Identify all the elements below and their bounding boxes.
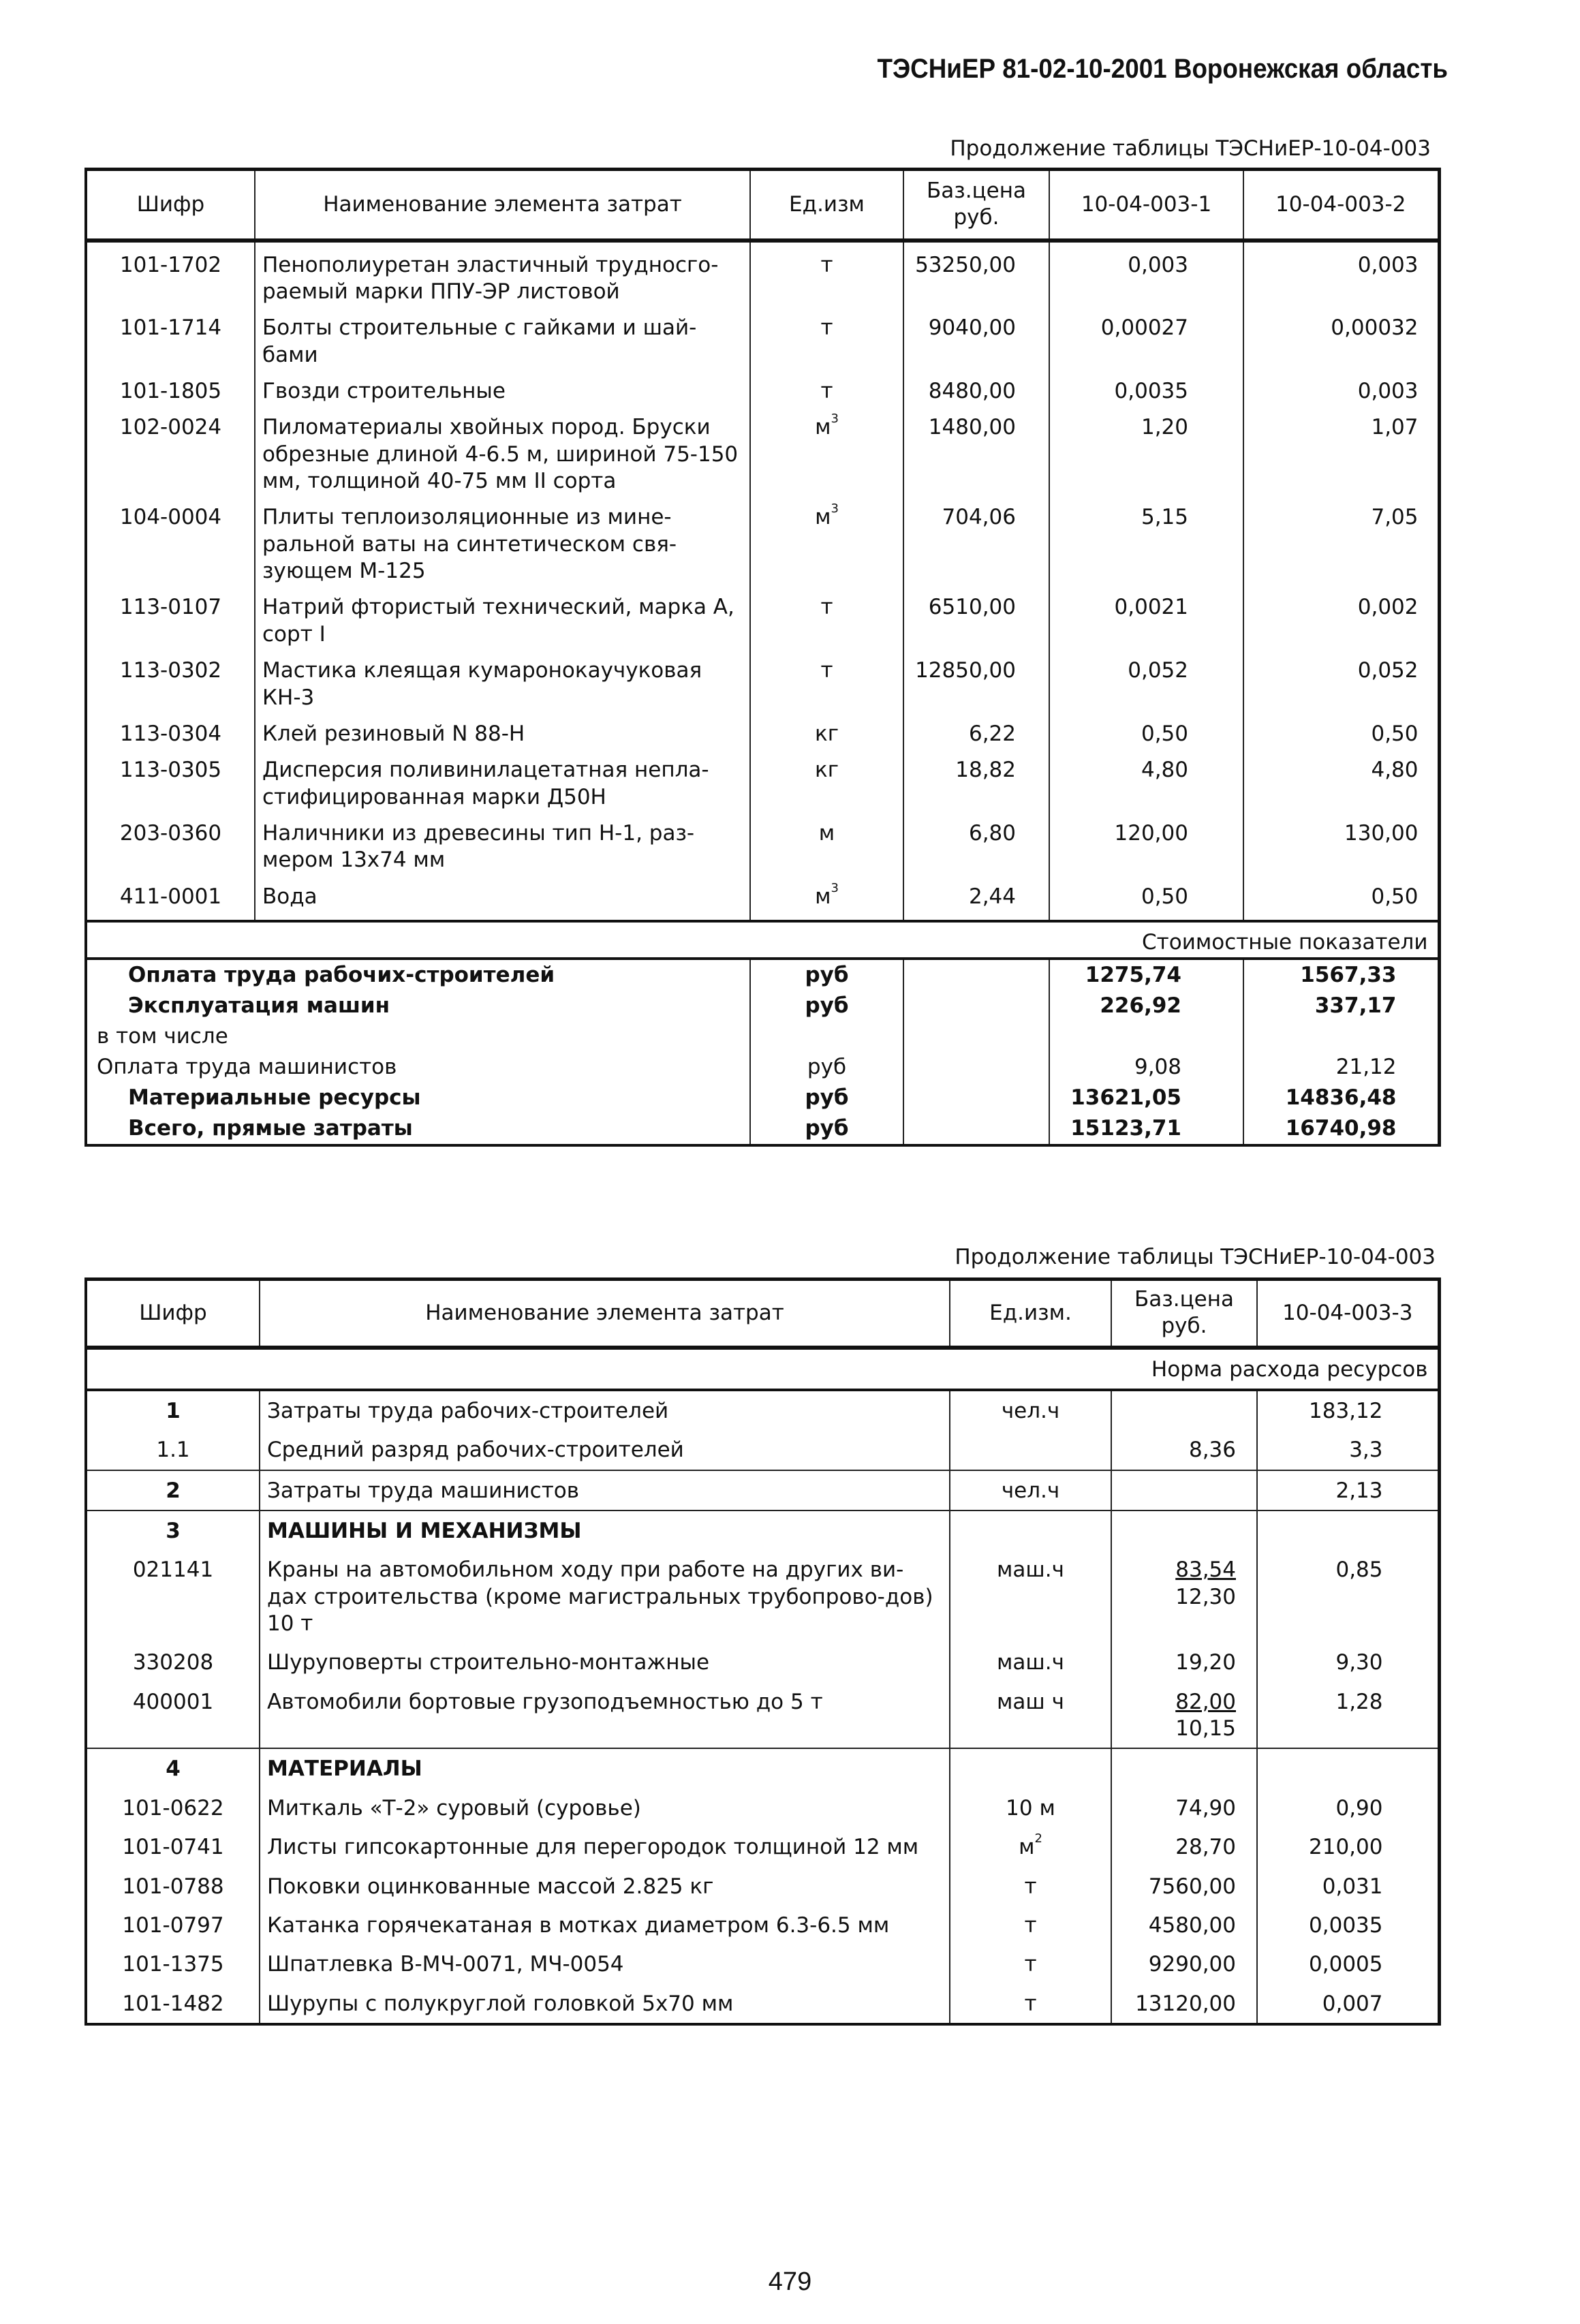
norm-value-3: 0,031: [1257, 1867, 1439, 1906]
cost-value-2: 16740,98: [1243, 1113, 1439, 1145]
base-price-value: 8,36: [1188, 1438, 1236, 1463]
unit-text: маш.ч: [997, 1650, 1064, 1675]
unit-text: т: [1024, 1912, 1037, 1938]
unit-cell: [950, 1470, 1111, 1510]
cost-section-label: Стоимостные показатели: [86, 921, 1439, 959]
resource-code: 113-0305: [86, 747, 255, 811]
resource-code: 113-0107: [86, 585, 255, 648]
col-header-base-price: [903, 170, 1049, 241]
norm-value-3: 9,30: [1257, 1643, 1439, 1682]
resource-name: Плиты теплоизоляционные из мине-ральной ваты на синтетическом свя-зующем М-125: [255, 495, 750, 585]
unit-cell: [750, 585, 903, 648]
table-row: [86, 747, 1439, 811]
document-header-title: ТЭСНиЕР 81-02-10-2001 Воронежская область: [877, 54, 1448, 84]
col-header-base-price: [1111, 1280, 1257, 1348]
resource-code: 330208: [86, 1643, 260, 1682]
cost-value-2: [1243, 1021, 1439, 1052]
resource-name: МАТЕРИАЛЫ: [260, 1748, 950, 1788]
cost-label: Материальные ресурсы: [86, 1083, 750, 1113]
cost-value-2: 21,12: [1243, 1052, 1439, 1083]
unit-cell: [750, 811, 903, 874]
unit-text: т: [820, 315, 833, 341]
table1-cost-body: [86, 921, 1439, 1145]
resource-name: Затраты труда рабочих-строителей: [260, 1390, 950, 1430]
norm-value-1: 0,003: [1049, 241, 1243, 306]
norm-value-2: 0,002: [1243, 585, 1439, 648]
unit-text: т: [820, 252, 833, 277]
cost-value-2: 14836,48: [1243, 1083, 1439, 1113]
resource-code: 101-0797: [86, 1906, 260, 1945]
cost-row: [86, 959, 1439, 991]
unit-exponent: 3: [831, 412, 839, 427]
unit-cell: [950, 1827, 1111, 1866]
norm-value-1: 4,80: [1049, 747, 1243, 811]
resource-name: Миткаль «Т-2» суровый (суровье): [260, 1788, 950, 1827]
cost-row: [86, 1083, 1439, 1113]
resource-name: Автомобили бортовые грузоподъемностью до 5 т: [260, 1682, 950, 1749]
base-price: [1111, 1390, 1257, 1430]
cost-value-1: 226,92: [1049, 991, 1243, 1021]
table-row: [86, 1430, 1439, 1470]
base-price: 6,22: [903, 711, 1049, 747]
resource-name: Катанка горячекатаная в мотках диаметром 6.3-6.5 мм: [260, 1906, 950, 1945]
base-price-value: 83,54: [1175, 1558, 1236, 1583]
table-row: [86, 1748, 1439, 1788]
table-row: [86, 1643, 1439, 1682]
norm-value-3: 1,28: [1257, 1682, 1439, 1749]
base-price-value: 82,00: [1175, 1689, 1236, 1714]
norm-value-2: 0,50: [1243, 711, 1439, 747]
norm-value-3: 3,3: [1257, 1430, 1439, 1470]
table1-header-row: [86, 170, 1439, 241]
cost-value-1: 9,08: [1049, 1052, 1243, 1083]
col-header-base-price-line1: Баз.цена: [926, 178, 1027, 203]
table-row: [86, 1550, 1439, 1643]
unit-cell: [750, 241, 903, 306]
table2-body: [86, 1348, 1439, 2024]
resource-name: Дисперсия поливинилацетатная непла-стифицированная марки Д50Н: [255, 747, 750, 811]
cost-label: Всего, прямые затраты: [86, 1113, 750, 1145]
cost-empty-cell: [903, 1113, 1049, 1145]
cost-value-1: 13621,05: [1049, 1083, 1243, 1113]
table-row: [86, 1682, 1439, 1749]
table-row: [86, 305, 1439, 369]
base-price: 12850,00: [903, 648, 1049, 711]
norm-value-1: 1,20: [1049, 405, 1243, 495]
unit-text: т: [1024, 1991, 1037, 2016]
resource-code: 2: [86, 1470, 260, 1510]
resource-code: 113-0304: [86, 711, 255, 747]
cost-unit: руб: [750, 959, 903, 991]
resource-name: Натрий фтористый технический, марка А, сорт I: [255, 585, 750, 648]
norm-value-3: 0,0035: [1257, 1906, 1439, 1945]
base-price-value: 4580,00: [1148, 1912, 1236, 1938]
base-price: 53250,00: [903, 241, 1049, 306]
col-header-norm-3: 10-04-003-3: [1257, 1280, 1439, 1348]
cost-empty-cell: [903, 991, 1049, 1021]
norm-value-2: 4,80: [1243, 747, 1439, 811]
cost-unit: руб: [750, 1113, 903, 1145]
resource-code: 411-0001: [86, 874, 255, 921]
resource-name: Гвозди строительные: [255, 369, 750, 405]
base-price: 1480,00: [903, 405, 1049, 495]
base-price: 8480,00: [903, 369, 1049, 405]
table-row: [86, 585, 1439, 648]
cost-unit: [750, 1021, 903, 1052]
cost-row: [86, 1052, 1439, 1083]
unit-exponent: 3: [831, 501, 839, 516]
norm-value-2: 1,07: [1243, 405, 1439, 495]
norm-value-3: 2,13: [1257, 1470, 1439, 1510]
col-header-base-price-line2: руб.: [1161, 1314, 1207, 1339]
base-price-driver-wage: 10,15: [1175, 1716, 1236, 1741]
norm-value-1: 120,00: [1049, 811, 1243, 874]
base-price-value: 9290,00: [1148, 1952, 1236, 1977]
resource-code: 101-1375: [86, 1945, 260, 1983]
col-header-norm-2: 10-04-003-2: [1243, 170, 1439, 241]
resource-name: Пенополиуретан эластичный трудносго-раемый марки ППУ-ЭР листовой: [255, 241, 750, 306]
unit-cell: [750, 747, 903, 811]
resource-code: 4: [86, 1748, 260, 1788]
table-row: [86, 495, 1439, 585]
unit-text: м: [815, 415, 831, 440]
resource-name: Затраты труда машинистов: [260, 1470, 950, 1510]
resource-code: 1: [86, 1390, 260, 1430]
base-price: 704,06: [903, 495, 1049, 585]
unit-cell: [950, 1788, 1111, 1827]
unit-text: т: [820, 595, 833, 620]
resource-code: 104-0004: [86, 495, 255, 585]
unit-text: маш ч: [997, 1689, 1064, 1714]
resource-name: Шпатлевка В-МЧ-0071, МЧ-0054: [260, 1945, 950, 1983]
resource-table-1: [84, 168, 1441, 1147]
norm-value-3: 183,12: [1257, 1390, 1439, 1430]
unit-text: м: [815, 505, 831, 530]
unit-text: чел.ч: [1001, 1398, 1060, 1423]
col-header-base-price-line2: руб.: [953, 205, 1000, 230]
col-header-name: Наименование элемента затрат: [255, 170, 750, 241]
base-price: [1111, 1550, 1257, 1643]
norm-value-2: 0,50: [1243, 874, 1439, 921]
table-row: [86, 1945, 1439, 1983]
norm-section-label: Норма расхода ресурсов: [86, 1348, 1439, 1390]
unit-exponent: 2: [1034, 1831, 1042, 1846]
cost-empty-cell: [903, 1021, 1049, 1052]
cost-section-row: [86, 921, 1439, 959]
table-row: [86, 1788, 1439, 1827]
resource-code: 1.1: [86, 1430, 260, 1470]
base-price-value: 74,90: [1175, 1795, 1236, 1821]
table-row: [86, 1984, 1439, 2024]
resource-name: МАШИНЫ И МЕХАНИЗМЫ: [260, 1510, 950, 1550]
unit-cell: [750, 648, 903, 711]
resource-name: Вода: [255, 874, 750, 921]
resource-code: 3: [86, 1510, 260, 1550]
table-row: [86, 1906, 1439, 1945]
base-price: [1111, 1430, 1257, 1470]
norm-value-2: 0,00032: [1243, 305, 1439, 369]
base-price: [1111, 1906, 1257, 1945]
page-number: 479: [768, 2267, 812, 2296]
base-price: 9040,00: [903, 305, 1049, 369]
norm-value-1: 0,50: [1049, 874, 1243, 921]
norm-value-1: 0,0021: [1049, 585, 1243, 648]
unit-text: т: [1024, 1874, 1037, 1899]
norm-value-3: 0,90: [1257, 1788, 1439, 1827]
cost-value-1: 1275,74: [1049, 959, 1243, 991]
norm-value-2: 0,003: [1243, 241, 1439, 306]
resource-code: 203-0360: [86, 811, 255, 874]
col-header-norm-1: 10-04-003-1: [1049, 170, 1243, 241]
resource-code: 101-0622: [86, 1788, 260, 1827]
cost-unit: руб: [750, 1083, 903, 1113]
base-price: 6,80: [903, 811, 1049, 874]
unit-cell: [950, 1430, 1111, 1470]
table1-body: [86, 241, 1439, 922]
table-row: [86, 405, 1439, 495]
table2-caption: Продолжение таблицы ТЭСНиЕР-10-04-003: [955, 1245, 1436, 1269]
norm-value-3: 0,85: [1257, 1550, 1439, 1643]
unit-text: кг: [814, 758, 839, 783]
unit-cell: [950, 1945, 1111, 1983]
resource-code: 113-0302: [86, 648, 255, 711]
unit-cell: [750, 369, 903, 405]
col-header-name: Наименование элемента затрат: [260, 1280, 950, 1348]
col-header-code: Шифр: [86, 170, 255, 241]
base-price: [1111, 1682, 1257, 1749]
resource-name: Шурупы с полукруглой головкой 5х70 мм: [260, 1984, 950, 2024]
base-price: 18,82: [903, 747, 1049, 811]
norm-value-1: 0,052: [1049, 648, 1243, 711]
resource-name: Мастика клеящая кумаронокаучуковая КН-3: [255, 648, 750, 711]
base-price: [1111, 1945, 1257, 1983]
unit-text: м: [815, 884, 831, 909]
base-price: [1111, 1788, 1257, 1827]
cost-row: [86, 991, 1439, 1021]
resource-name: Поковки оцинкованные массой 2.825 кг: [260, 1867, 950, 1906]
cost-value-2: 1567,33: [1243, 959, 1439, 991]
base-price: [1111, 1510, 1257, 1550]
table-row: [86, 1827, 1439, 1866]
unit-cell: [750, 711, 903, 747]
norm-value-1: 0,50: [1049, 711, 1243, 747]
table-row: [86, 811, 1439, 874]
resource-name: Шуруповерты строительно-монтажные: [260, 1643, 950, 1682]
unit-cell: [750, 874, 903, 921]
unit-text: м: [1019, 1835, 1035, 1860]
norm-value-3: 210,00: [1257, 1827, 1439, 1866]
resource-name: Средний разряд рабочих-строителей: [260, 1430, 950, 1470]
cost-empty-cell: [903, 1083, 1049, 1113]
unit-cell: [950, 1643, 1111, 1682]
unit-cell: [950, 1550, 1111, 1643]
unit-exponent: 3: [831, 880, 839, 895]
norm-value-1: 0,0035: [1049, 369, 1243, 405]
resource-code: 101-1714: [86, 305, 255, 369]
resource-name: Краны на автомобильном ходу при работе на других ви-дах строительства (кроме магистральных трубопрово-дов) 10 т: [260, 1550, 950, 1643]
resource-code: 101-0788: [86, 1867, 260, 1906]
norm-value-1: 5,15: [1049, 495, 1243, 585]
norm-value-2: 7,05: [1243, 495, 1439, 585]
resource-code: 021141: [86, 1550, 260, 1643]
unit-cell: [950, 1984, 1111, 2024]
resource-name: Пиломатериалы хвойных пород. Бруски обрезные длиной 4-6.5 м, шириной 75-150 мм, толщиной 40-75 мм II сорта: [255, 405, 750, 495]
unit-text: маш.ч: [997, 1558, 1064, 1583]
cost-value-1: 15123,71: [1049, 1113, 1243, 1145]
cost-value-1: [1049, 1021, 1243, 1052]
cost-unit: руб: [750, 1052, 903, 1083]
norm-value-1: 0,00027: [1049, 305, 1243, 369]
cost-label: Оплата труда рабочих-строителей: [86, 959, 750, 991]
unit-text: кг: [814, 721, 839, 746]
resource-table-2: [84, 1277, 1441, 2026]
unit-cell: [750, 305, 903, 369]
norm-value-2: 130,00: [1243, 811, 1439, 874]
unit-cell: [950, 1390, 1111, 1430]
table-row: [86, 369, 1439, 405]
col-header-code: Шифр: [86, 1280, 260, 1348]
base-price: [1111, 1827, 1257, 1866]
cost-label: Эксплуатация машин: [86, 991, 750, 1021]
resource-name: Листы гипсокартонные для перегородок толщиной 12 мм: [260, 1827, 950, 1866]
unit-text: м: [818, 820, 835, 846]
cost-unit: руб: [750, 991, 903, 1021]
cost-row: [86, 1021, 1439, 1052]
base-price: 6510,00: [903, 585, 1049, 648]
table-row: [86, 648, 1439, 711]
norm-value-3: [1257, 1748, 1439, 1788]
unit-text: 10 м: [1006, 1795, 1055, 1821]
base-price: [1111, 1470, 1257, 1510]
norm-section-row: [86, 1348, 1439, 1390]
table-row: [86, 1470, 1439, 1510]
norm-value-2: 0,052: [1243, 648, 1439, 711]
unit-text: т: [1024, 1952, 1037, 1977]
base-price-value: 13120,00: [1135, 1991, 1236, 2016]
base-price-value: 28,70: [1175, 1835, 1236, 1860]
unit-cell: [950, 1906, 1111, 1945]
unit-text: чел.ч: [1001, 1478, 1060, 1503]
resource-name: Наличники из древесины тип Н-1, раз-мером 13х74 мм: [255, 811, 750, 874]
base-price: 2,44: [903, 874, 1049, 921]
table-row: [86, 874, 1439, 921]
base-price: [1111, 1643, 1257, 1682]
base-price-driver-wage: 12,30: [1175, 1584, 1236, 1609]
norm-value-3: 0,007: [1257, 1984, 1439, 2024]
cost-value-2: 337,17: [1243, 991, 1439, 1021]
table1-caption: Продолжение таблицы ТЭСНиЕР-10-04-003: [950, 136, 1431, 161]
resource-name: Болты строительные с гайками и шай-бами: [255, 305, 750, 369]
unit-cell: [950, 1682, 1111, 1749]
resource-name: Клей резиновый N 88-Н: [255, 711, 750, 747]
table-row: [86, 241, 1439, 306]
col-header-unit: Ед.изм: [750, 170, 903, 241]
cost-label: Оплата труда машинистов: [86, 1052, 750, 1083]
norm-value-3: 0,0005: [1257, 1945, 1439, 1983]
resource-code: 102-0024: [86, 405, 255, 495]
base-price-value: 7560,00: [1148, 1874, 1236, 1899]
unit-cell: [750, 405, 903, 495]
unit-cell: [950, 1510, 1111, 1550]
table-row: [86, 711, 1439, 747]
unit-cell: [750, 495, 903, 585]
cost-row: [86, 1113, 1439, 1145]
cost-label: в том числе: [86, 1021, 750, 1052]
cost-empty-cell: [903, 1052, 1049, 1083]
base-price: [1111, 1867, 1257, 1906]
table-row: [86, 1390, 1439, 1430]
cost-empty-cell: [903, 959, 1049, 991]
resource-code: 101-1482: [86, 1984, 260, 2024]
norm-value-2: 0,003: [1243, 369, 1439, 405]
base-price: [1111, 1748, 1257, 1788]
unit-cell: [950, 1867, 1111, 1906]
col-header-base-price-line1: Баз.цена: [1134, 1286, 1235, 1312]
base-price-value: 19,20: [1175, 1650, 1236, 1675]
col-header-unit: Ед.изм.: [950, 1280, 1111, 1348]
table-row: [86, 1510, 1439, 1550]
resource-code: 101-0741: [86, 1827, 260, 1866]
table-row: [86, 1867, 1439, 1906]
unit-text: т: [820, 378, 833, 403]
norm-value-3: [1257, 1510, 1439, 1550]
resource-code: 101-1805: [86, 369, 255, 405]
resource-code: 400001: [86, 1682, 260, 1749]
unit-cell: [950, 1748, 1111, 1788]
resource-code: 101-1702: [86, 241, 255, 306]
table2-header-row: [86, 1280, 1439, 1348]
base-price: [1111, 1984, 1257, 2024]
unit-text: т: [820, 658, 833, 683]
